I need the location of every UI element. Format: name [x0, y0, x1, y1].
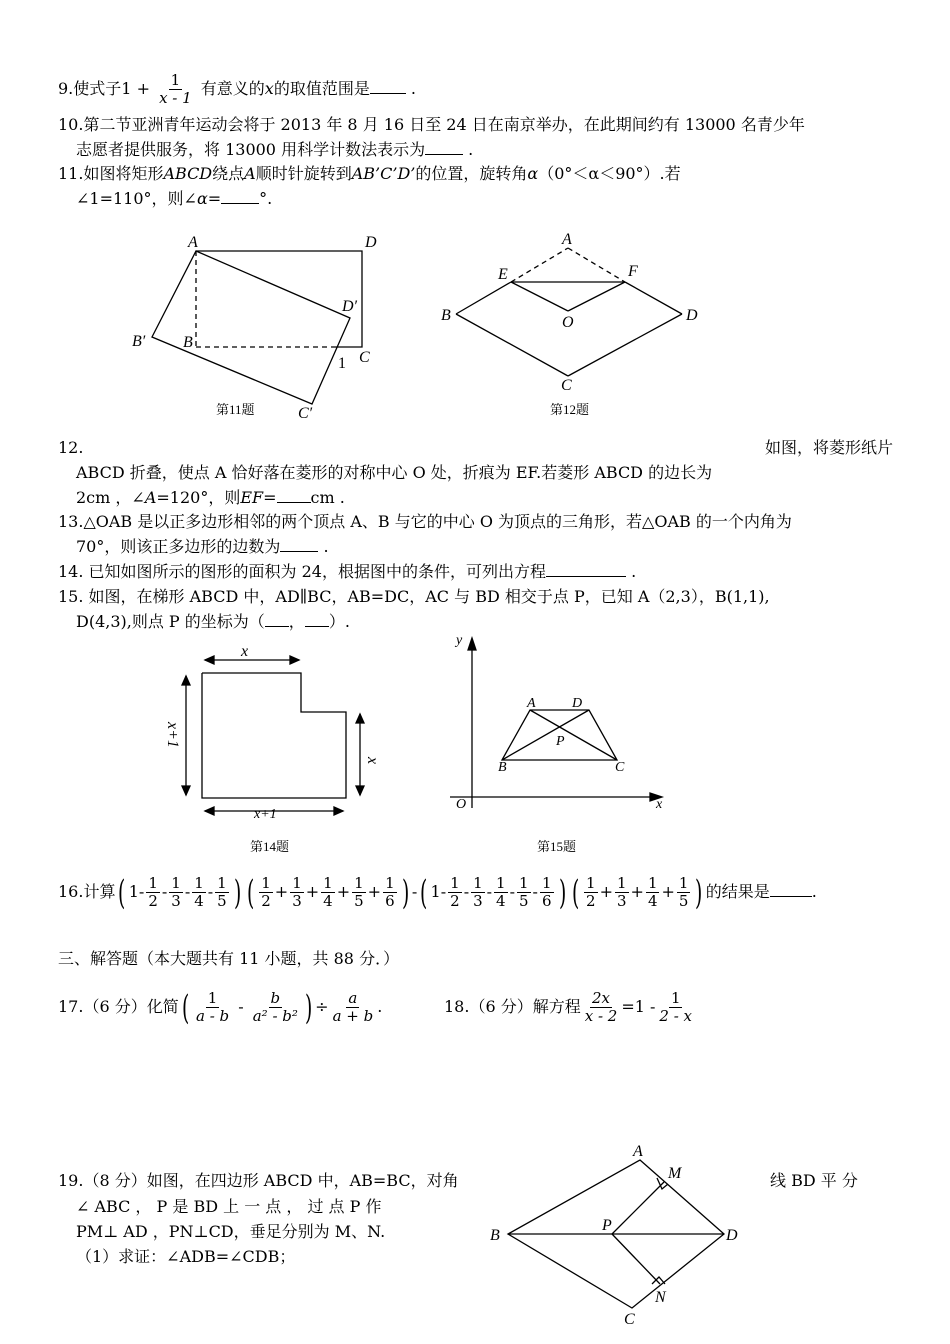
question-10-line2: 志愿者提供服务，将 13000 用科学计数法表示为 . [76, 140, 474, 159]
question-19-line2: ∠ ABC ， P 是 BD 上 一 点 ， 过 点 P 作 [76, 1197, 382, 1216]
label-c: C [624, 1311, 635, 1328]
label-b: B [441, 307, 451, 324]
figure-19 [508, 1160, 724, 1308]
rotated-rectangle [152, 251, 350, 404]
question-13-line2: 70°，则该正多边形的边数为 . [76, 537, 329, 556]
section-3-title: 三、解答题（本大题共有 11 小题，共 88 分．） [58, 949, 400, 968]
answer-blank-x [265, 611, 289, 627]
label-d-prime: D′ [342, 298, 358, 315]
question-12-line3: 2cm ，∠A=120°，则EF= cm . [76, 488, 345, 507]
answer-blank-y [305, 611, 329, 627]
answer-blank [770, 881, 812, 897]
label-a: A [562, 231, 572, 248]
label-p: P [602, 1217, 612, 1234]
label-x-axis: x [656, 797, 663, 812]
label-c-prime: C′ [298, 405, 313, 422]
label-x-plus-1-bottom: x+1 [254, 807, 277, 822]
label-x-plus-1-left: x+1 [164, 722, 181, 748]
question-19-line4: （1）求证：∠ADB=∠CDB； [76, 1247, 296, 1266]
question-19-line1-right: 线 BD 平 分 [770, 1171, 858, 1190]
answer-blank [546, 561, 626, 577]
label-d: D [365, 234, 377, 251]
question-19-line1: 19.（8 分）如图，在四边形 ABCD 中，AB=BC，对角 [58, 1171, 459, 1190]
question-11-line2: ∠1=110°，则∠α= °. [76, 189, 273, 208]
question-11-line1: 11.如图将矩形ABCD绕点A顺时针旋转到AB’C’D’的位置，旋转角α（0°＜α＜90°）.若 [58, 164, 681, 183]
label-c: C [615, 760, 625, 775]
label-y-axis: y [456, 633, 463, 648]
question-10-line1: 10.第二节亚洲青年运动会将于 2013 年 8 月 16 日至 24 日在南京举办，在此期间约有 13000 名青少年 [58, 115, 805, 134]
label-b: B [498, 760, 507, 775]
label-a: A [527, 696, 536, 711]
label-a: A [188, 234, 198, 251]
label-c: C [561, 377, 572, 394]
label-c: C [359, 349, 370, 366]
label-angle-1: 1 [338, 355, 346, 372]
question-14: 14. 已知如图所示的图形的面积为 24，根据图中的条件，可列出方程 . [58, 562, 637, 581]
question-12-line2: ABCD 折叠，使点 A 恰好落在菱形的对称中心 O 处，折痕为 EF.若菱形 ABCD 的边长为 [76, 463, 713, 482]
label-e: E [498, 266, 508, 283]
question-15-line2: D(4,3),则点 P 的坐标为（ ， ）. [76, 612, 350, 631]
answer-blank [277, 487, 311, 503]
label-f: F [628, 263, 638, 280]
answer-blank [280, 536, 318, 552]
label-n: N [655, 1289, 666, 1306]
question-12-line1: 12. 如图，将菱形纸片 [58, 438, 893, 457]
figure-14 [182, 656, 364, 815]
label-b: B [490, 1227, 500, 1244]
label-d: D [726, 1227, 738, 1244]
caption-11: 第11题 [216, 402, 255, 417]
caption-14: 第14题 [250, 839, 290, 854]
question-13-line1: 13.△OAB 是以正多边形相邻的两个顶点 A、B 与它的中心 O 为顶点的三角形，若△OAB 的一个内角为 [58, 512, 792, 531]
question-17: 17.（6 分）化简( $\frac{1}{a - b}$ - $\frac{b}{\text{a² - b²}}$ ) ÷ $\frac{a}{a + b}$ . [58, 987, 383, 1028]
label-m: M [668, 1165, 682, 1182]
label-x-right: x [364, 757, 381, 765]
question-15-line1: 15. 如图，在梯形 ABCD 中，AD∥BC，AB=DC，AC 与 BD 相交于点 P，已知 A（2,3），B(1,1), [58, 587, 770, 606]
label-d: D [572, 696, 583, 711]
question-16: 16.计算( 1- $\frac{1}{2}$ - $\frac{1}{3}$ - $\frac{1}{4}$ - $\frac{1}{5}$ ) ( $\frac{1}{2}$ + $\frac{1}{3}$ + $\frac{1}{4}$ + $\frac{1}{5}$ + $\frac{1}{6}$ ) -( 1- $\frac{1}{2}$ - $\frac{1}{3}$ - $\frac{1}{4}$ - $\frac{1}{5}$ - $\frac{1}{6}$ ) ( $\frac{1}{2}$ + $\frac{1}{3}$ + $\frac{1}{4}$ + $\frac{1}{5}$ ) 的结果是 . [58, 872, 817, 913]
label-a: A [633, 1143, 643, 1160]
question-9: 9.使式子1 + $\frac{1}{x - 1}$ 有意义的x的取值范围是 . [58, 71, 417, 107]
figure-15 [450, 638, 662, 808]
question-18: 18.（6 分）解方程 $\frac{2x}{x - 2}$ =1 - $\frac{1}{2 - x}$ [444, 989, 693, 1025]
label-x-top: x [241, 643, 249, 660]
label-origin: O [456, 797, 467, 812]
rectangle-abcd [196, 251, 362, 347]
caption-12: 第12题 [550, 402, 590, 417]
label-b: B [183, 334, 193, 351]
question-19-line3: PM⊥ AD ，PN⊥CD，垂足分别为 M、N. [76, 1222, 386, 1241]
label-o: O [562, 314, 574, 331]
caption-15: 第15题 [537, 839, 577, 854]
figure-12 [456, 248, 682, 376]
label-p: P [556, 734, 565, 749]
label-b-prime: B′ [132, 333, 146, 350]
fraction: $\frac{1}{x - 1}$ [159, 71, 192, 107]
label-d: D [686, 307, 698, 324]
